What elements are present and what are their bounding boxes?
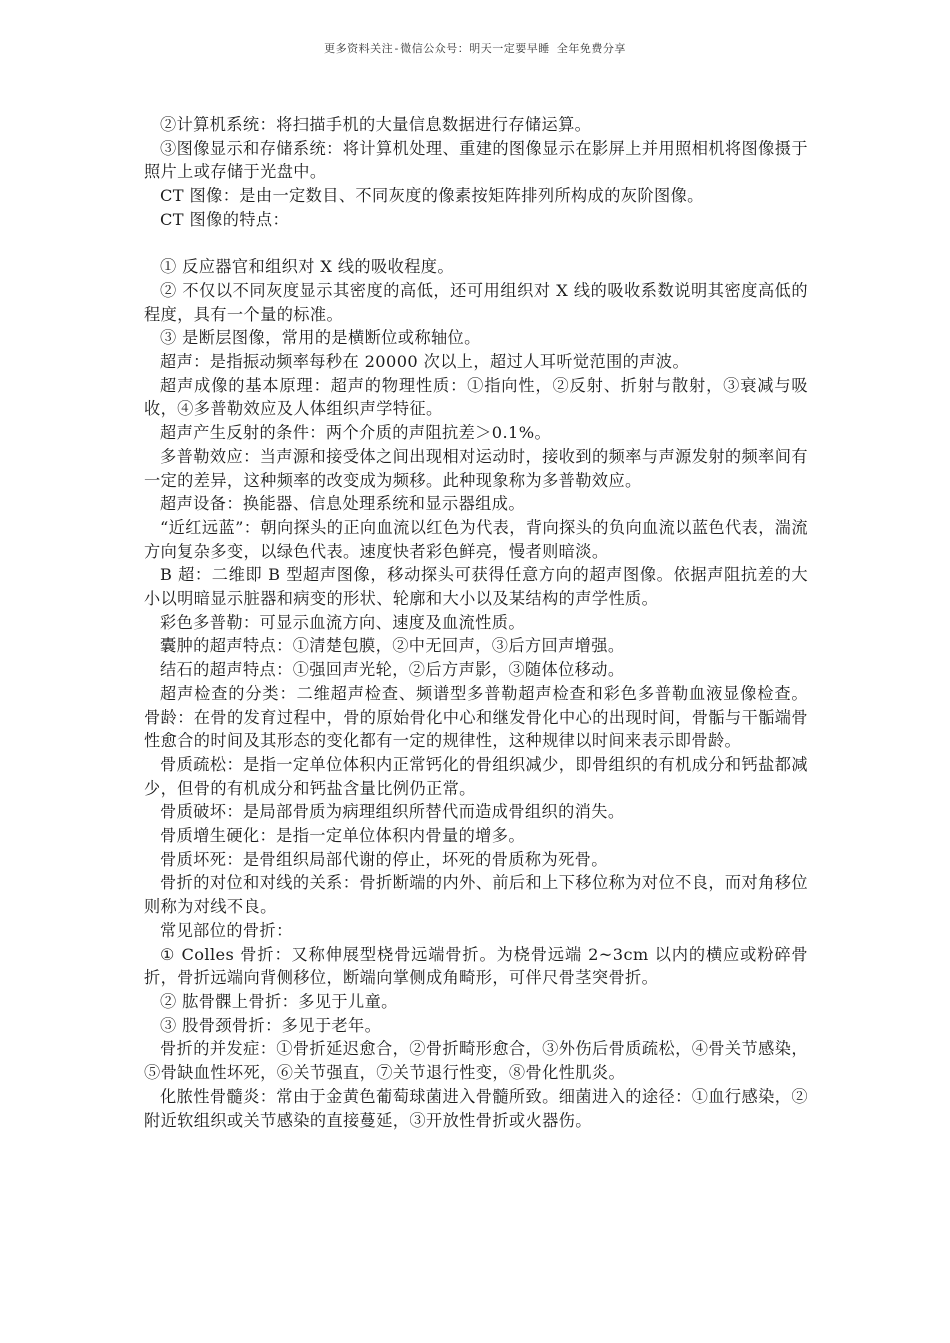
paragraph-bone-destruction: 骨质破坏：是局部骨质为病理组织所替代而造成骨组织的消失。	[160, 802, 625, 822]
paragraph-bone-sclerosis: 骨质增生硬化：是指一定单位体积内骨量的增多。	[160, 826, 525, 846]
paragraph-ultrasound: 超声：是指振动频率每秒在 20000 次以上，超过人耳听觉范围的声波。	[160, 352, 690, 372]
paragraph-ct-feature-1: ① 反应器官和组织对 X 线的吸收程度。	[160, 257, 454, 277]
paragraph-b-mode: B 超：二维即 B 型超声图像，移动探头可获得任意方向的超声图像。依据声阻抗差的大小以明暗显示脏器和病变的形状、轮廓和大小以及某结构的声学性质。	[144, 565, 808, 609]
paragraph-ultrasound-principle: 超声成像的基本原理：超声的物理性质：①指向性，②反射、折射与散射，③衰减与吸收，④多普勒效应及人体组织声学特征。	[144, 375, 808, 419]
paragraph-computer-system: ②计算机系统：将扫描手机的大量信息数据进行存储运算。	[160, 115, 592, 134]
paragraph-common-fractures-heading: 常见部位的骨折：	[160, 920, 293, 940]
paragraph-stone-features: 结石的超声特点：①强回声光轮，②后方声影，③随体位移动。	[160, 660, 625, 680]
paragraph-fracture-alignment: 骨折的对位和对线的关系：骨折断端的内外、前后和上下移位称为对位不良，而对角移位则称为对线不良。	[144, 873, 808, 917]
paragraph-femoral-neck-fracture: ③ 股骨颈骨折：多见于老年。	[160, 1015, 382, 1035]
paragraph-osteoporosis: 骨质疏松：是指一定单位体积内正常钙化的骨组织减少，即骨组织的有机成分和钙盐都减少，但骨的有机成分和钙盐含量比例仍正常。	[144, 754, 808, 798]
paragraph-ct-feature-3: ③ 是断层图像，常用的是横断位或称轴位。	[160, 328, 481, 348]
paragraph-ct-image: CT 图像：是由一定数目、不同灰度的像素按矩阵排列所构成的灰阶图像。	[160, 186, 704, 206]
paragraph-fracture-complications: 骨折的并发症：①骨折延迟愈合，②骨折畸形愈合，③外伤后骨质疏松，④骨关节感染，⑤骨缺血性坏死，⑥关节强直，⑦关节退行性变，⑧骨化性肌炎。	[144, 1039, 808, 1083]
paragraph-red-blue: “近红远蓝”：朝向探头的正向血流以红色为代表，背向探头的负向血流以蓝色代表，湍流方向复杂多变，以绿色代表。速度快者彩色鲜亮，慢者则暗淡。	[144, 517, 808, 561]
paragraph-bone-necrosis: 骨质坏死：是骨组织局部代谢的停止，坏死的骨质称为死骨。	[160, 849, 608, 869]
paragraph-ultrasound-classification: 超声检查的分类：二维超声检查、频谱型多普勒超声检查和彩色多普勒血液显像检查。 骨龄：在骨的发育过程中，骨的原始骨化中心和继发骨化中心的出现时间，骨骺与干骺端骨性愈合的时间及其形态的变化都有一定的规律性，这种规律以时间来表示即骨龄。	[144, 683, 808, 751]
paragraph-ct-features-heading: CT 图像的特点：	[160, 209, 290, 229]
paragraph-reflection-condition: 超声产生反射的条件：两个介质的声阻抗差＞0.1%。	[160, 423, 552, 443]
paragraph-color-doppler: 彩色多普勒：可显示血流方向、速度及血流性质。	[160, 612, 525, 632]
paragraph-ultrasound-equipment: 超声设备：换能器、信息处理系统和显示器组成。	[160, 494, 525, 514]
paragraph-doppler-effect: 多普勒效应：当声源和接受体之间出现相对运动时，接收到的频率与声源发射的频率间有一定的差异，这种频率的改变成为频移。此种现象称为多普勒效应。	[144, 446, 808, 490]
paragraph-colles-fracture: ① Colles 骨折：又称伸展型桡骨远端骨折。为桡骨远端 2~3cm 以内的横应或粉碎骨折，骨折远端向背侧移位，断端向掌侧成角畸形，可伴尺骨茎突骨折。	[144, 944, 808, 988]
paragraph-ct-feature-2: ② 不仅以不同灰度显示其密度的高低，还可用组织对 X 线的吸收系数说明其密度高低的程度，具有一个量的标准。	[144, 280, 808, 324]
page-header: 更多资料关注-微信公众号：明天一定要早睡 全年免费分享	[324, 42, 626, 55]
paragraph-supracondylar-fracture: ② 肱骨髁上骨折：多见于儿童。	[160, 992, 398, 1011]
blank-line	[144, 232, 808, 256]
paragraph-image-display: ③图像显示和存储系统：将计算机处理、重建的图像显示在影屏上并用照相机将图像摄于照片上或存储于光盘中。	[144, 138, 808, 182]
paragraph-cyst-features: 囊肿的超声特点：①清楚包膜，②中无回声，③后方回声增强。	[160, 636, 625, 656]
paragraph-osteomyelitis: 化脓性骨髓炎：常由于金黄色葡萄球菌进入骨髓所致。细菌进入的途径：①血行感染，②附近软组织或关节感染的直接蔓延，③开放性骨折或火器伤。	[144, 1086, 808, 1130]
document-body	[144, 113, 808, 1132]
